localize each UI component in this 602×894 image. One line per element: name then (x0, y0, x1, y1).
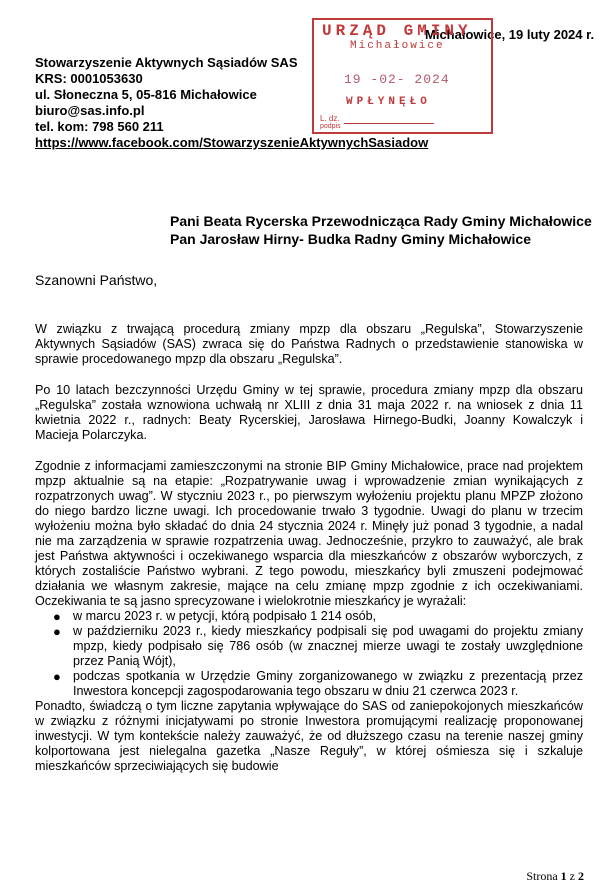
stamp-title: URZĄD GMINY (322, 22, 472, 40)
list-item: ● podczas spotkania w Urzędzie Gminy zorganizowanego w związku z prezentacją przez Inwestora koncepcji zagospodarowania tego obszaru w dniu 21 czerwca 2023 r. (53, 669, 583, 698)
sender-name: Stowarzyszenie Aktywnych Sąsiadów SAS (35, 55, 298, 70)
recipients-block (170, 212, 592, 248)
paragraph-3: Zgodnie z informacjami zamieszczonymi na stronie BIP Gminy Michałowice, prace nad projektem mpzp aktualnie są na etapie: „Rozpatrywanie uwag i wprowadzenie zmian wynikających z rozpatrzonych uwag”. W styczniu 2023 r., po pierwszym wyłożeniu projektu planu MPZP złożono do niego bardzo liczne uwagi. Ich procedowanie trwało 3 tygodnie. Uwagi do planu w trzecim wyłożeniu można było składać do dnia 24 stycznia 2024 r. Minęły już ponad 3 tygodnie, a nadal nie ma zarządzenia w sprawie rozpatrzenia uwag. Jednocześnie, przykro to zauważyć, ale brak jest Państwa aktywności i oczekiwanego wsparcia dla mieszkańców z obszarów wyborczych, z których zostaliście Państwo wybrani. Z tego powodu, mieszkańcy byli zmuszeni podejmować działania we własnym zakresie, mające na celu zmianę mpzp zgodnie z ich oczekiwaniami. Oczekiwania te są jasno sprecyzowane i wielokrotnie mieszkańcy je wyrażali: (35, 459, 583, 608)
stamp-received-date: 19 -02- 2024 (344, 72, 450, 87)
paragraph-4: Ponadto, świadczą o tym liczne zapytania wpływające do SAS od zaniepokojonych mieszkańców w związku z różnymi inicjatywami po stronie Inwestora promującymi realizację proponowanej inwestycji. W tym kontekście należy zauważyć, że od dłuższego czasu na terenie naszej gminy kolportowana jest nielegalna gazetka „Nasze Reguły”, w której ośmiesza się i szkaluje mieszkańców sprzeciwiających się budowie (35, 699, 583, 773)
sender-facebook-link[interactable]: https://www.facebook.com/StowarzyszenieAktywnychSasiadow (35, 135, 429, 150)
recipient-1: Pani Beata Rycerska Przewodnicząca Rady Gminy Michałowice (170, 213, 592, 229)
sender-block (35, 55, 428, 151)
paragraph-2: Po 10 latach bezczynności Urzędu Gminy w tej sprawie, procedura zmiany mpzp dla obszaru „Regulska” została wznowiona uchwałą nr XLIII z dnia 31 maja 2022 r. na wniosek z dnia 11 kwietnia 2022 r., radnych: Beaty Rycerskiej, Jarosława Hirnego-Budki, Joanny Kowalczyk i Macieja Polarczyka. (35, 383, 583, 442)
recipient-2: Pan Jarosław Hirny- Budka Radny Gminy Michałowice (170, 231, 531, 247)
list-item: ● w marcu 2023 r. w petycji, którą podpisało 1 214 osób, (53, 609, 377, 624)
greeting: Szanowni Państwo, (35, 272, 158, 288)
sender-krs: KRS: 0001053630 (35, 71, 143, 86)
bullet-icon: ● (53, 609, 61, 624)
stamp-received-label: WPŁYNĘŁO (346, 96, 431, 108)
sender-email: biuro@sas.info.pl (35, 103, 145, 118)
stamp-city: Michałowice (350, 40, 445, 52)
list-item: ● w październiku 2023 r., kiedy mieszkańcy podpisali się pod uwagami do projektu zmiany mpzp, kiedy podpisało się 786 osób (w znacznej mierze uwagi te zostały uwzględnione przez Panią Wójt), (53, 624, 583, 668)
page-number: Strona 1 z 2 (526, 869, 584, 883)
stamp-signature-field: podpis (320, 123, 341, 130)
paragraph-1: W związku z trwającą procedurą zmiany mpzp dla obszaru „Regulska”, Stowarzyszenie Aktywnych Sąsiadów (SAS) zwraca się do Państwa Radnych o przedstawienie stanowiska w sprawie procedowanego mpzp dla obszaru „Regulska”. (35, 322, 583, 366)
sender-phone: tel. kom: 798 560 211 (35, 119, 164, 134)
bullet-icon: ● (53, 669, 61, 684)
bullet-icon: ● (53, 624, 61, 639)
letter-date: Michałowice, 19 luty 2024 r. (425, 27, 595, 42)
stamp-number-field: L. dz. (320, 114, 340, 123)
letter-body (35, 322, 583, 790)
expectations-list (35, 609, 583, 699)
sender-address: ul. Słoneczna 5, 05-816 Michałowice (35, 87, 257, 102)
